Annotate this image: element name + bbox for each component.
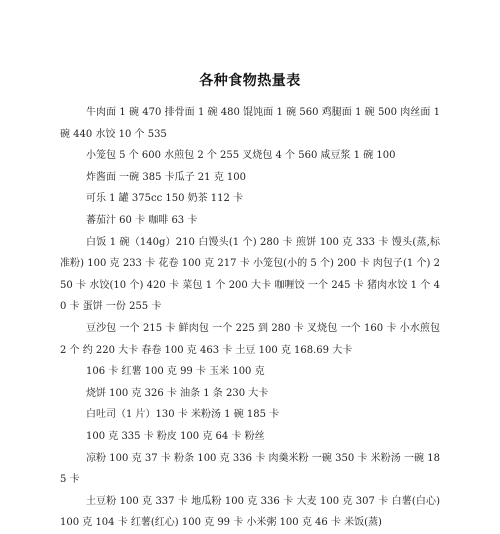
paragraph: 100 克 335 卡 粉皮 100 克 64 卡 粉丝: [86, 430, 265, 442]
paragraph: 可乐 1 罐 375cc 150 奶茶 112 卡: [86, 193, 244, 205]
paragraph: 豆沙包 一个 215 卡 鲜肉包 一个 225 到 280 卡 叉烧包 一个 160 卡 小水煎包 2 个 约 220 大卡 春卷 100 克 463 卡 土豆 100 克 168.69 大卡: [60, 322, 440, 356]
paragraph: 炸酱面 一碗 385 卡瓜子 21 克 100: [86, 171, 246, 183]
paragraph: 白饭 1 碗（140g）210 白馒头(1 个) 280 卡 煎饼 100 克 333 卡 馒头(蒸,标准粉) 100 克 233 卡 花卷 100 克 217 卡 小笼包(小的 5 个) 200 卡 肉包子(1 个) 250 卡 水饺(10 个) 420 卡 菜包 1 个 200 大卡 咖喱饺 一个 245 卡 猪肉水饺 1 个 40 卡 蛋饼 一份 255 卡: [60, 236, 440, 313]
document-title: 各种食物热量表: [199, 73, 301, 89]
paragraph: 烧饼 100 克 326 卡 油条 1 条 230 大卡: [86, 387, 269, 399]
paragraph: 白吐司（1 片）130 卡 米粉汤 1 碗 185 卡: [86, 409, 280, 421]
paragraph: 106 卡 红薯 100 克 99 卡 玉米 100 克: [86, 366, 265, 378]
document-body: [60, 102, 440, 534]
paragraph: 蕃茄汁 60 卡 咖啡 63 卡: [86, 214, 198, 226]
paragraph: 土豆粉 100 克 337 卡 地瓜粉 100 克 336 卡 大麦 100 克 307 卡 白薯(白心) 100 克 104 卡 红薯(红心) 100 克 99 卡 小米粥 100 克 46 卡 米饭(蒸): [60, 495, 440, 529]
paragraph: 小笼包 5 个 600 水煎包 2 个 255 叉烧包 4 个 560 咸豆浆 1 碗 100: [86, 150, 396, 162]
paragraph: 牛肉面 1 碗 470 排骨面 1 碗 480 馄饨面 1 碗 560 鸡腿面 1 碗 500 肉丝面 1 碗 440 水饺 10 个 535: [60, 107, 440, 140]
paragraph: 凉粉 100 克 37 卡 粉条 100 克 336 卡 肉羹米粉 一碗 350 卡 米粉汤 一碗 185 卡: [60, 452, 440, 486]
